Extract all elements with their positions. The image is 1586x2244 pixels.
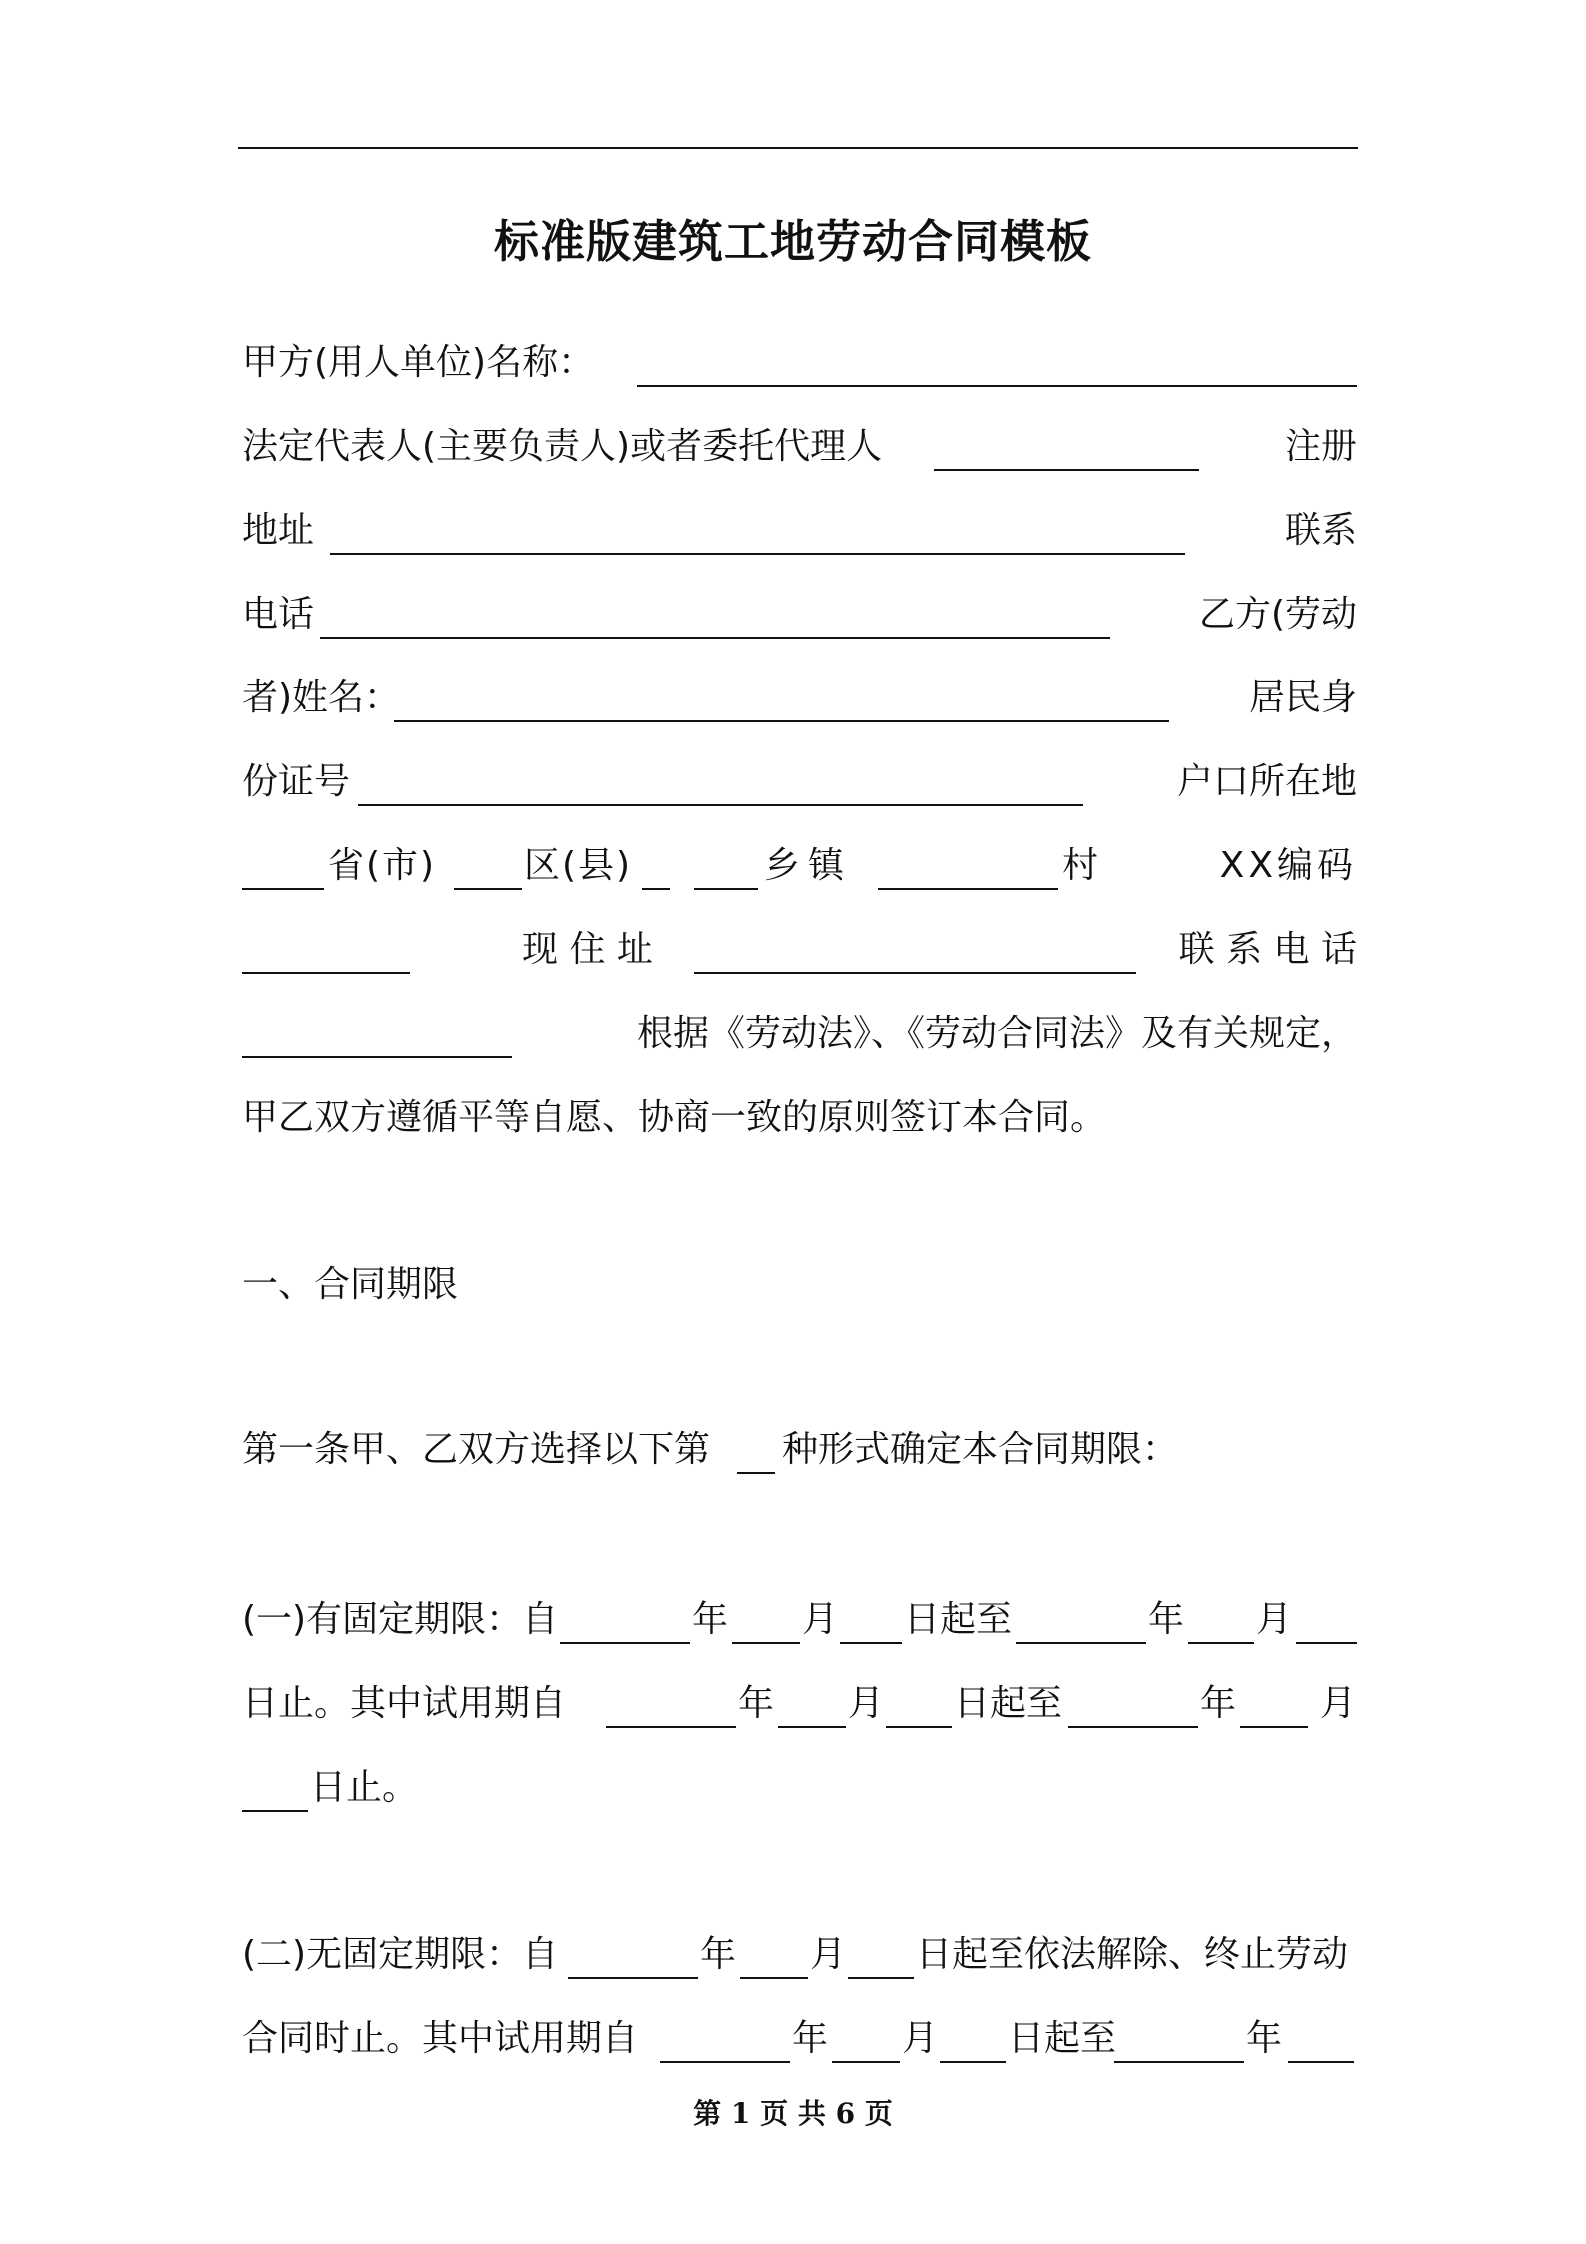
unfixed-trial-start-month-label: 月 bbox=[902, 2018, 939, 2059]
fixed-end-day-field[interactable] bbox=[1296, 1642, 1357, 1644]
address-label: 地址 bbox=[242, 510, 315, 551]
phone-line bbox=[242, 585, 1357, 645]
postcode-field[interactable] bbox=[242, 972, 410, 974]
fixed-term-line-2 bbox=[242, 1674, 1357, 1734]
fixed-start-day-field[interactable] bbox=[840, 1642, 902, 1644]
unfixed-trial-from-label: 日起至 bbox=[1008, 2018, 1117, 2059]
trial-start-month-label: 月 bbox=[848, 1683, 885, 1724]
unfixed-term-line-1 bbox=[242, 1925, 1357, 1985]
township-label: 乡镇 bbox=[764, 845, 853, 886]
township-field[interactable] bbox=[694, 888, 758, 890]
trial-end-day-field[interactable] bbox=[242, 1810, 308, 1812]
trial-start-day-field[interactable] bbox=[886, 1726, 952, 1728]
unfixed-trial-end-year-field[interactable] bbox=[1114, 2061, 1244, 2063]
unfixed-trial-end-year-label: 年 bbox=[1246, 2018, 1283, 2059]
header-rule bbox=[238, 147, 1358, 149]
principle-line bbox=[242, 1088, 1357, 1148]
section-heading: 一、合同期限 bbox=[242, 1264, 459, 1305]
unfixed-start-month-field[interactable] bbox=[740, 1977, 808, 1979]
fixed-start-month-label: 月 bbox=[802, 1599, 839, 1640]
trial-start-month-field[interactable] bbox=[778, 1726, 846, 1728]
party-a-phone-field[interactable] bbox=[320, 637, 1110, 639]
party-b-name-label: 者)姓名： bbox=[242, 677, 401, 718]
document-title: 标准版建筑工地劳动合同模板 bbox=[493, 215, 1092, 268]
village-field[interactable] bbox=[878, 888, 1058, 890]
unfixed-trial-start-year-field[interactable] bbox=[660, 2061, 790, 2063]
unfixed-start-month-label: 月 bbox=[810, 1934, 847, 1975]
term-type-field[interactable] bbox=[737, 1472, 775, 1474]
fixed-start-month-field[interactable] bbox=[732, 1642, 800, 1644]
unfixed-term-line-2 bbox=[242, 2009, 1357, 2069]
article-1-line bbox=[242, 1420, 1357, 1480]
legal-basis-line bbox=[242, 1004, 1357, 1064]
fixed-end-month-label: 月 bbox=[1256, 1599, 1293, 1640]
current-address-line bbox=[242, 920, 1357, 980]
trial-end-year-label: 年 bbox=[1200, 1683, 1237, 1724]
unfixed-trial-start-year-label: 年 bbox=[792, 2018, 829, 2059]
fixed-end-year-label: 年 bbox=[1148, 1599, 1185, 1640]
trial-start-year-field[interactable] bbox=[606, 1726, 736, 1728]
unfixed-trial-end-month-field[interactable] bbox=[1288, 2061, 1354, 2063]
fixed-term-line-3 bbox=[242, 1758, 1357, 1818]
party-a-name-label: 甲方(用人单位)名称： bbox=[242, 342, 595, 383]
district-field[interactable] bbox=[454, 888, 522, 890]
section-heading-line bbox=[242, 1255, 1357, 1315]
resident-id-label: 居民身 bbox=[1248, 677, 1357, 718]
fixed-trial-label: 日止。其中试用期自 bbox=[242, 1683, 567, 1724]
trial-start-year-label: 年 bbox=[738, 1683, 775, 1724]
province-label: 省(市) bbox=[328, 845, 437, 886]
fixed-start-year-field[interactable] bbox=[560, 1642, 690, 1644]
fixed-start-year-label: 年 bbox=[692, 1599, 729, 1640]
party-b-phone-label: 联 系 电 话 bbox=[1178, 929, 1357, 970]
province-field[interactable] bbox=[242, 888, 324, 890]
unfixed-until-label: 日起至依法解除、终止劳动 bbox=[916, 1934, 1349, 1975]
party-b-label: 乙方(劳动 bbox=[1198, 594, 1357, 635]
article-1-after: 种形式确定本合同期限： bbox=[782, 1429, 1179, 1470]
unfixed-start-year-field[interactable] bbox=[568, 1977, 698, 1979]
address-line bbox=[242, 501, 1357, 561]
current-address-field[interactable] bbox=[694, 972, 1136, 974]
fixed-term-line-1 bbox=[242, 1590, 1357, 1650]
id-number-label: 份证号 bbox=[242, 761, 351, 802]
contact-label: 联系 bbox=[1284, 510, 1357, 551]
legal-basis-text: 根据《劳动法》、《劳动合同法》及有关规定， bbox=[636, 1013, 1357, 1054]
hukou-label: 户口所在地 bbox=[1176, 761, 1357, 802]
fixed-from-label: 日起至 bbox=[904, 1599, 1013, 1640]
page-number: 第 1 页 共 6 页 bbox=[693, 2097, 893, 2130]
unfixed-trial-label: 合同时止。其中试用期自 bbox=[242, 2018, 639, 2059]
party-a-name-field[interactable] bbox=[637, 385, 1357, 387]
id-number-field[interactable] bbox=[358, 804, 1083, 806]
trial-end-month-field[interactable] bbox=[1240, 1726, 1308, 1728]
hukou-line bbox=[242, 836, 1357, 896]
unfixed-trial-start-day-field[interactable] bbox=[940, 2061, 1006, 2063]
article-1-before: 第一条甲、乙双方选择以下第 bbox=[242, 1429, 711, 1470]
principle-text: 甲乙双方遵循平等自愿、协商一致的原则签订本合同。 bbox=[242, 1097, 1107, 1138]
fixed-end-label: 日止。 bbox=[310, 1767, 419, 1808]
phone-label: 电话 bbox=[242, 594, 315, 635]
current-address-label: 现 住 址 bbox=[522, 929, 653, 970]
trial-end-month-label: 月 bbox=[1320, 1683, 1357, 1724]
trial-from-label: 日起至 bbox=[954, 1683, 1063, 1724]
unfixed-trial-start-month-field[interactable] bbox=[832, 2061, 900, 2063]
party-b-name-field[interactable] bbox=[394, 720, 1169, 722]
registered-address-field[interactable] bbox=[330, 553, 1185, 555]
trial-end-year-field[interactable] bbox=[1068, 1726, 1198, 1728]
fixed-end-month-field[interactable] bbox=[1188, 1642, 1254, 1644]
registered-label: 注册 bbox=[1284, 426, 1357, 467]
party-b-name-line bbox=[242, 668, 1357, 728]
unfixed-start-year-label: 年 bbox=[700, 1934, 737, 1975]
unfixed-term-label: (二)无固定期限：自 bbox=[242, 1934, 559, 1975]
legal-rep-field[interactable] bbox=[934, 469, 1199, 471]
party-a-name-line bbox=[242, 333, 1357, 393]
postcode-label: XX编码 bbox=[1219, 845, 1357, 886]
fixed-end-year-field[interactable] bbox=[1016, 1642, 1146, 1644]
id-number-line bbox=[242, 752, 1357, 812]
legal-rep-label: 法定代表人(主要负责人)或者委托代理人 bbox=[242, 426, 883, 467]
fixed-term-label: (一)有固定期限：自 bbox=[242, 1599, 559, 1640]
district-extra-field[interactable] bbox=[642, 888, 670, 890]
legal-rep-line bbox=[242, 417, 1357, 477]
village-label: 村 bbox=[1062, 845, 1099, 886]
party-b-phone-field[interactable] bbox=[242, 1056, 512, 1058]
unfixed-start-day-field[interactable] bbox=[848, 1977, 914, 1979]
district-label: 区(县) bbox=[524, 845, 633, 886]
